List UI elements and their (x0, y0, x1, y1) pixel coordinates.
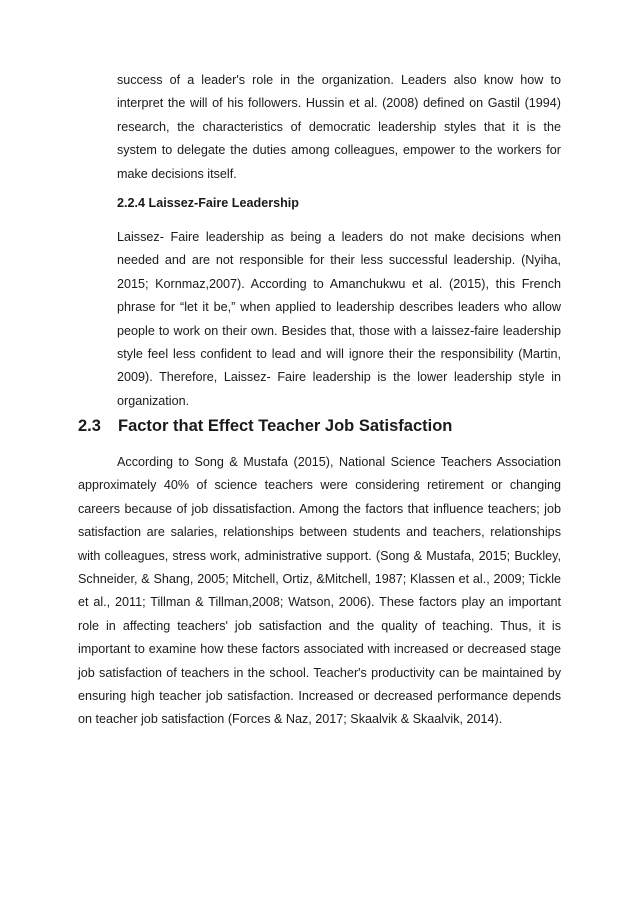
paragraph-laissez-faire-leadership: Laissez- Faire leadership as being a leaders do not make decisions when needed and are not responsible for their less successful leadership. (Nyiha, 2015; Kornmaz,2007). According to Amanchukwu et al. (2015), this French phrase for “let it be,” when applied to leadership describes leaders who allow people to work on their own. Besides that, those with a laissez-faire leadership style feel less confident to lead and will ignore their the responsibility (Martin, 2009). Therefore, Laissez- Faire leadership is the lower leadership style in organization. (117, 230, 561, 408)
subsection-heading-laissez-faire: 2.2.4 Laissez-Faire Leadership (117, 196, 299, 210)
paragraph-democratic-leadership-continued: success of a leader's role in the organization. Leaders also know how to interpret the will of his followers. Hussin et al. (2008) defined on Gastil (1994) research, the characteristics of democratic leadership styles that it is the system to delegate the duties among colleagues, empower to the workers for make decisions itself. (117, 73, 561, 181)
section-heading-teacher-job-satisfaction (78, 414, 561, 438)
section-title: Factor that Effect Teacher Job Satisfaction (118, 417, 453, 435)
section-number: 2.3 (78, 417, 101, 435)
paragraph-teacher-job-satisfaction: According to Song & Mustafa (2015), National Science Teachers Association approximately 40% of science teachers were considering retirement or changing careers because of job dissatisfaction. Among the factors that influence teachers; job satisfaction are salaries, relationships between students and teachers, relationships with colleagues, stress work, administrative support. (Song & Mustafa, 2015; Buckley, Schneider, & Shang, 2005; Mitchell, Ortiz, &Mitchell, 1987; Klassen et al., 2009; Tickle et al., 2011; Tillman & Tillman,2008; Watson, 2006). These factors play an important role in affecting teachers' job satisfaction and the quality of teaching. Thus, it is important to examine how these factors associated with increased or decreased stage job satisfaction of teachers in the school. Teacher's productivity can be maintained by ensuring high teacher job satisfaction. Increased or decreased performance depends on teacher job satisfaction (Forces & Naz, 2017; Skaalvik & Skaalvik, 2014). (78, 455, 561, 727)
